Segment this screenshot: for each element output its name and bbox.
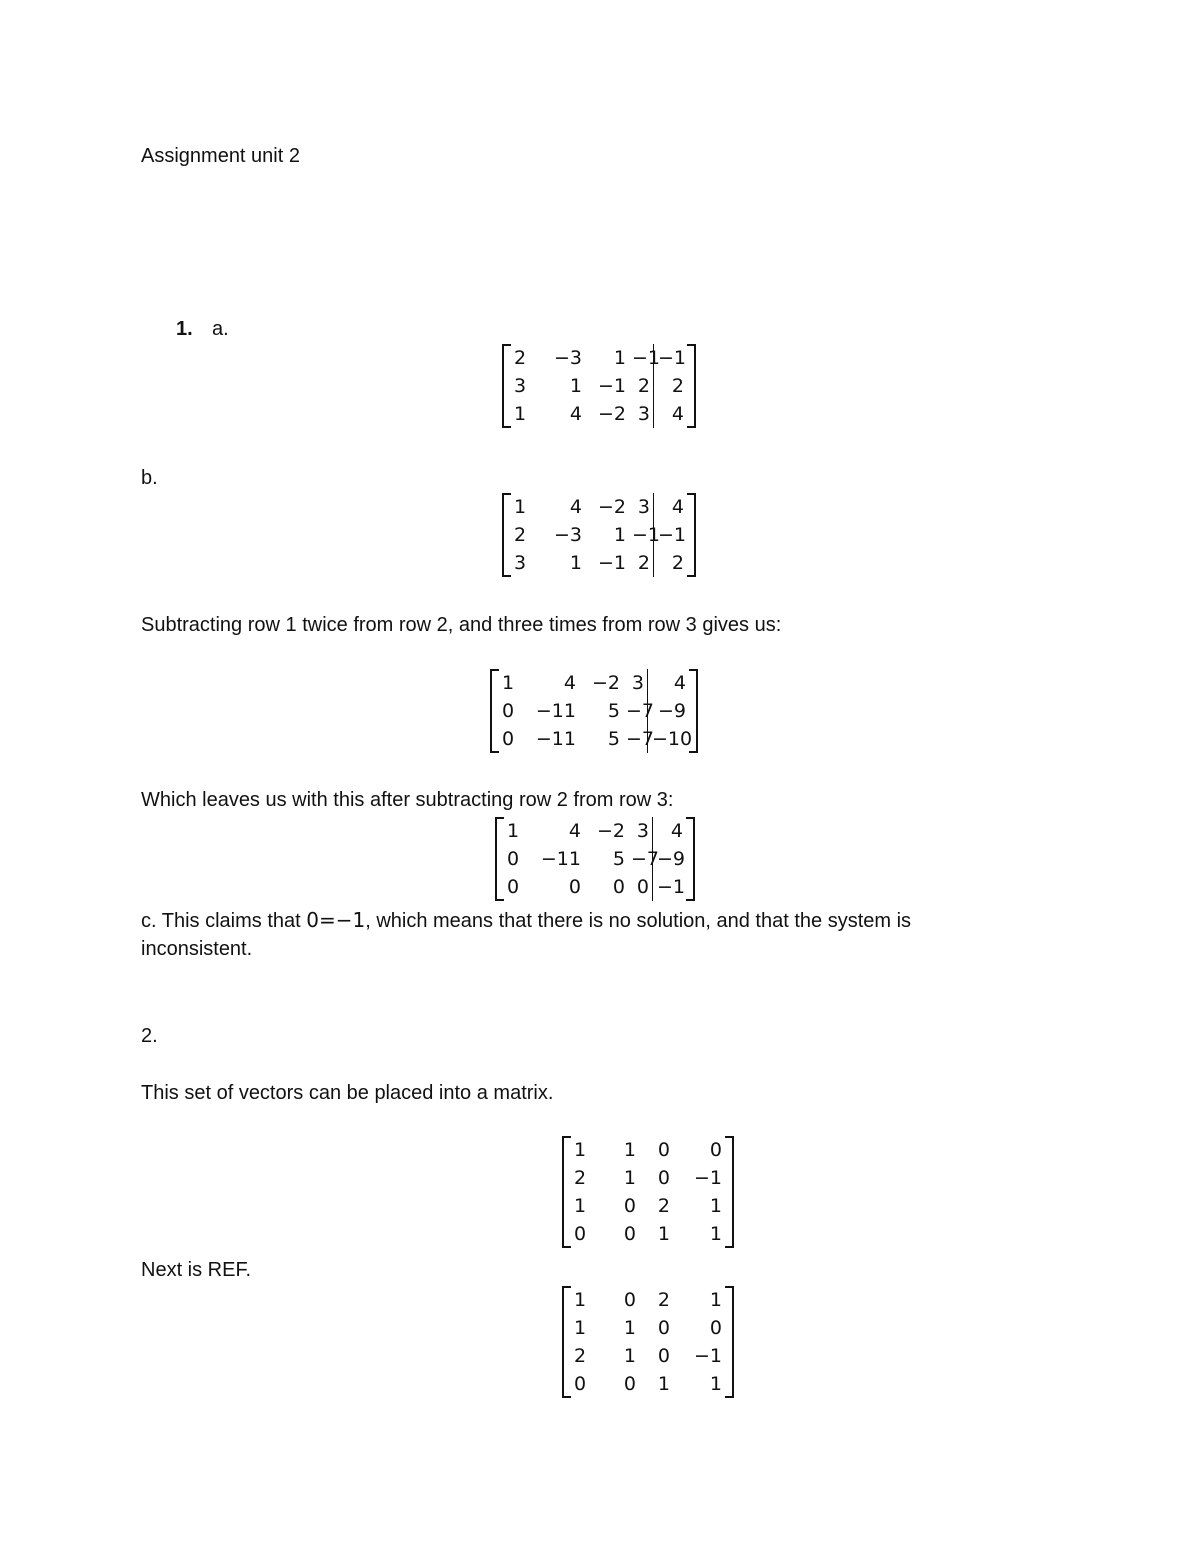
matrix-cell: −1 [632,524,661,546]
matrix-cell: 3 [637,496,650,518]
part-c-suffix: , which means that there is no solution, and that the system is inconsistent. [141,910,912,960]
matrix-cell: −3 [553,347,582,369]
matrix-cell: −10 [647,725,689,753]
matrix-cell: −2 [597,403,626,425]
matrix-cell: 3 [637,403,650,425]
part-c-conclusion [141,906,1001,963]
matrix-cell: −1 [653,521,687,549]
question-1-part-b-label: b. [141,467,158,489]
matrix-cell: 2 [653,372,687,400]
matrix-cell: 4 [569,496,582,518]
matrix-cell: −3 [553,524,582,546]
matrix-cell: 1 [569,552,582,574]
matrix-left-bracket [502,344,511,428]
matrix-cell: 0 [574,1373,587,1395]
matrix-cell: 5 [607,700,620,722]
matrix-cell: 3 [636,820,649,842]
matrix-c [490,669,698,753]
matrix-cell: 1 [507,820,520,842]
matrix-cell: 0 [623,1289,636,1311]
matrix-cell: 4 [563,672,576,694]
matrix-cell: 0 [636,876,649,898]
matrix-f [562,1286,734,1398]
matrix-right-bracket [686,817,695,901]
matrix-cell: 1 [613,347,626,369]
matrix-cell: 5 [607,728,620,750]
matrix-cell: −1 [652,873,686,901]
matrix-d [495,817,695,901]
matrix-cell: 0 [574,1223,587,1245]
matrix-cell: 0 [623,1195,636,1217]
matrix-cell: −9 [652,845,686,873]
matrix-cell: 5 [612,848,625,870]
matrix-cell: −7 [631,848,660,870]
matrix-cell: 0 [623,1373,636,1395]
matrix-cell: −2 [597,496,626,518]
matrix-cell: −1 [597,552,626,574]
matrix-cell: 2 [514,524,527,546]
matrix-cell: 1 [709,1373,722,1395]
part-c-prefix: c. This claims that [141,910,307,932]
matrix-cell: 1 [709,1195,722,1217]
matrix-cell: 1 [569,375,582,397]
matrix-cell: −9 [647,697,689,725]
matrix-cell: 1 [623,1345,636,1367]
matrix-cell: 1 [574,1139,587,1161]
matrix-cell: −1 [597,375,626,397]
matrix-b [502,493,696,577]
matrix-right-bracket [687,493,696,577]
matrix-cell: 1 [613,524,626,546]
matrix-cell: 0 [657,1317,670,1339]
matrix-cell: 0 [507,848,520,870]
matrix-cell: 0 [709,1317,722,1339]
matrix-cell: 0 [507,876,520,898]
matrix-cell: −1 [693,1345,722,1367]
matrix-cell: 2 [653,549,687,577]
matrix-cell: 1 [623,1317,636,1339]
matrix-cell: 2 [657,1195,670,1217]
matrix-cell: 2 [637,375,650,397]
matrix-cell: 1 [657,1223,670,1245]
matrix-cell: 0 [709,1139,722,1161]
question-1-number: 1. [176,318,193,340]
question-1-part-a-label: a. [212,318,229,340]
matrix-cell: 0 [623,1223,636,1245]
matrix-cell: −11 [540,848,581,870]
matrix-cell: 1 [574,1317,587,1339]
matrix-cell: 4 [653,400,687,428]
matrix-cell: 1 [514,403,527,425]
matrix-e [562,1136,734,1248]
matrix-cell: 2 [637,552,650,574]
matrix-a [502,344,696,428]
matrix-cell: 1 [657,1373,670,1395]
matrix-cell: 0 [502,728,515,750]
matrix-cell: −1 [693,1167,722,1189]
matrix-right-bracket [689,669,698,753]
matrix-cell: 0 [612,876,625,898]
step-1-text: Subtracting row 1 twice from row 2, and three times from row 3 gives us: [141,614,782,636]
matrix-right-bracket [725,1286,734,1398]
matrix-left-bracket [502,493,511,577]
matrix-cell: −7 [626,700,655,722]
matrix-cell: −1 [632,347,661,369]
matrix-cell: 2 [574,1345,587,1367]
matrix-cell: 1 [623,1167,636,1189]
matrix-cell: −2 [596,820,625,842]
matrix-cell: 1 [574,1195,587,1217]
matrix-cell: 0 [502,700,515,722]
part-c-equation: 0=−1 [306,908,366,932]
matrix-cell: −11 [535,728,576,750]
page-title: Assignment unit 2 [141,145,300,167]
matrix-cell: 1 [709,1223,722,1245]
matrix-cell: 3 [514,552,527,574]
matrix-cell: −11 [535,700,576,722]
matrix-cell: 1 [514,496,527,518]
matrix-cell: −1 [653,344,687,372]
matrix-left-bracket [495,817,504,901]
matrix-cell: 4 [568,820,581,842]
step-2-text: Which leaves us with this after subtracting row 2 from row 3: [141,789,674,811]
matrix-cell: 4 [647,669,689,697]
matrix-right-bracket [687,344,696,428]
matrix-cell: 0 [657,1167,670,1189]
matrix-cell: 4 [569,403,582,425]
matrix-cell: 1 [502,672,515,694]
matrix-cell: 4 [653,493,687,521]
question-2-intro-text: This set of vectors can be placed into a matrix. [141,1082,554,1104]
matrix-cell: 2 [514,347,527,369]
matrix-cell: 0 [657,1345,670,1367]
matrix-cell: −2 [591,672,620,694]
matrix-cell: 1 [623,1139,636,1161]
matrix-right-bracket [725,1136,734,1248]
matrix-cell: 4 [652,817,686,845]
ref-text: Next is REF. [141,1259,252,1281]
matrix-cell: −7 [626,728,655,750]
matrix-cell: 0 [657,1139,670,1161]
question-2-number: 2. [141,1025,158,1047]
matrix-cell: 3 [631,672,644,694]
matrix-cell: 1 [574,1289,587,1311]
matrix-cell: 1 [709,1289,722,1311]
matrix-left-bracket [562,1286,571,1398]
matrix-cell: 2 [574,1167,587,1189]
matrix-left-bracket [490,669,499,753]
matrix-cell: 2 [657,1289,670,1311]
matrix-cell: 3 [514,375,527,397]
matrix-left-bracket [562,1136,571,1248]
matrix-cell: 0 [568,876,581,898]
